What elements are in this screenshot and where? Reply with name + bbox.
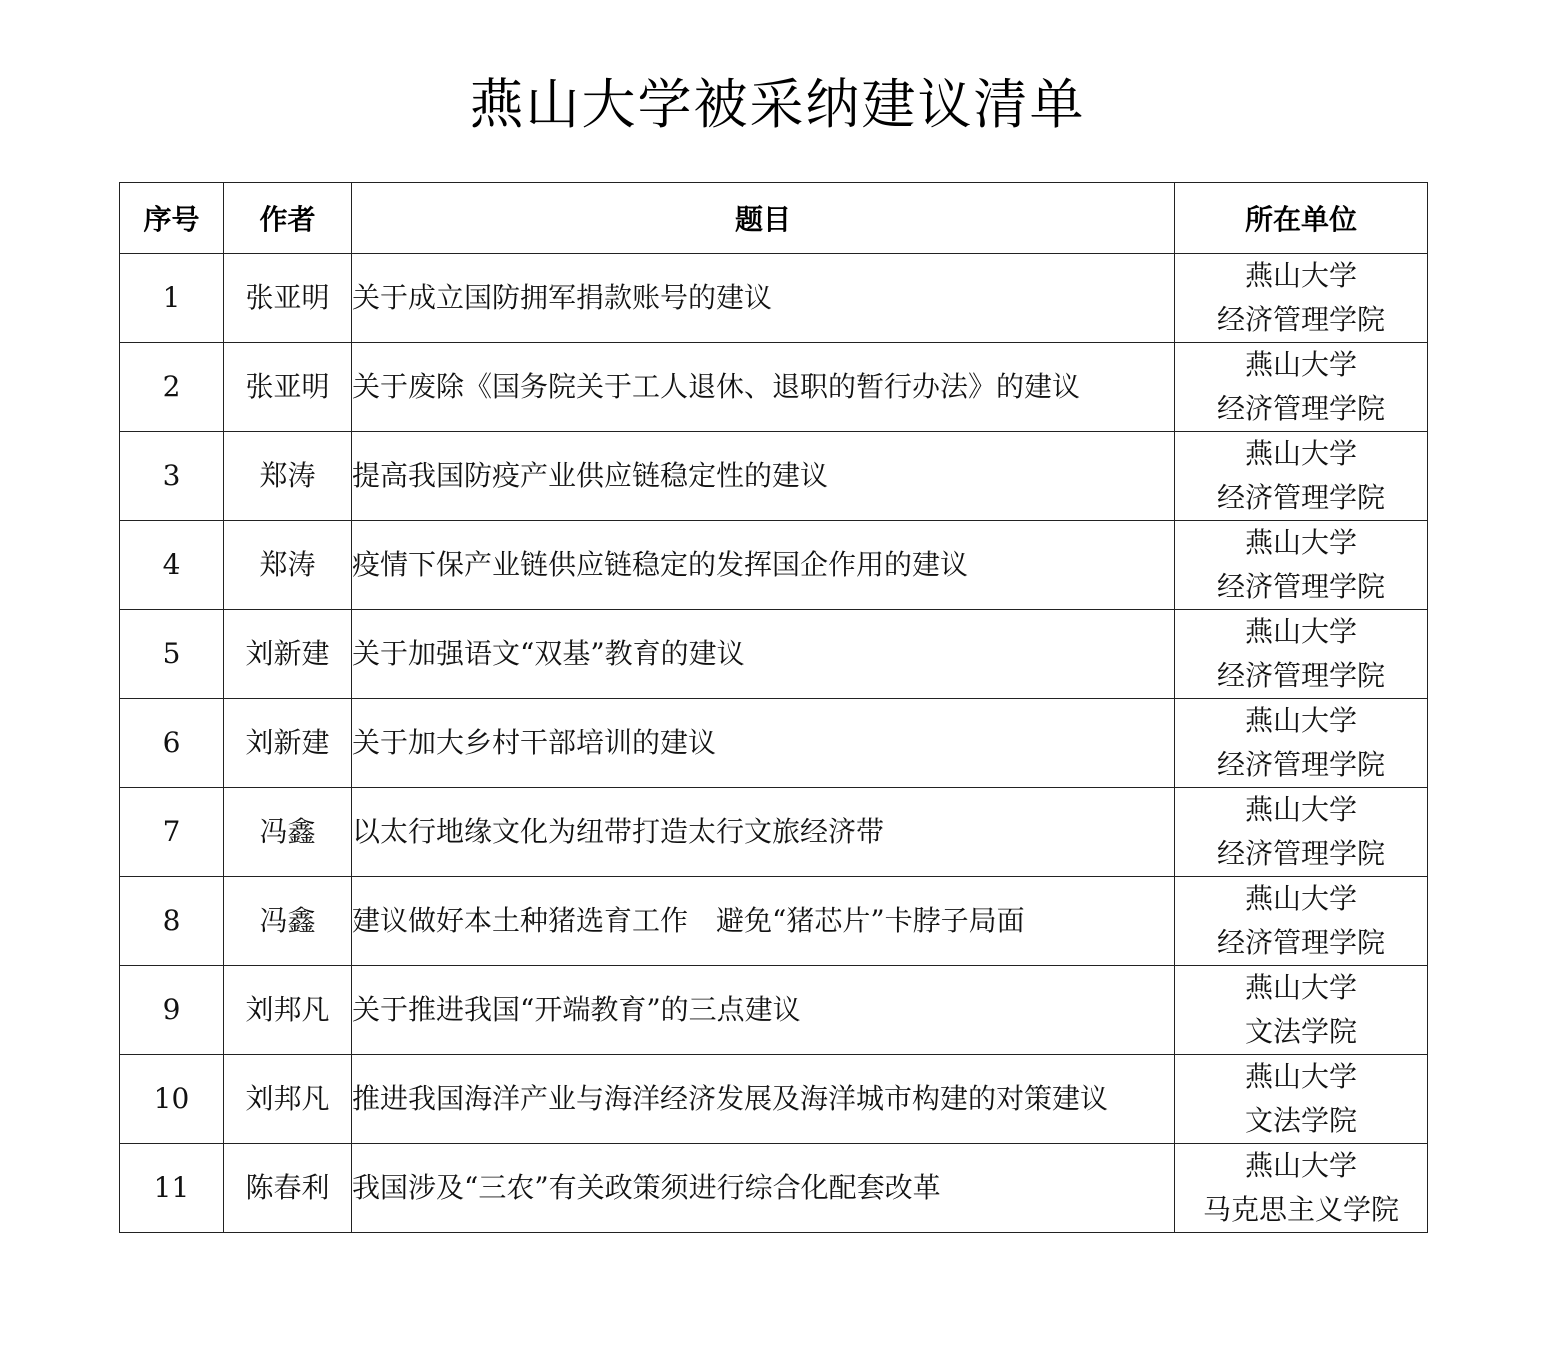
row-unit bbox=[1175, 877, 1428, 966]
row-number: 11 bbox=[120, 1144, 224, 1233]
row-title: 疫情下保产业链供应链稳定的发挥国企作用的建议 bbox=[352, 521, 1175, 610]
row-author: 刘新建 bbox=[224, 699, 352, 788]
row-author: 刘邦凡 bbox=[224, 1055, 352, 1144]
document-title: 燕山大学被采纳建议清单 bbox=[469, 73, 1086, 136]
row-unit bbox=[1175, 966, 1428, 1055]
unit-school: 文法学院 bbox=[1244, 1015, 1357, 1048]
row-title: 提高我国防疫产业供应链稳定性的建议 bbox=[352, 432, 1175, 521]
row-title: 关于成立国防拥军捐款账号的建议 bbox=[352, 254, 1175, 343]
unit-school: 经济管理学院 bbox=[1216, 481, 1385, 514]
unit-university: 燕山大学 bbox=[1244, 704, 1357, 737]
row-author: 陈春利 bbox=[224, 1144, 352, 1233]
row-author: 张亚明 bbox=[224, 343, 352, 432]
unit-university: 燕山大学 bbox=[1244, 437, 1357, 470]
table-row bbox=[120, 1144, 1428, 1233]
row-author: 冯鑫 bbox=[224, 788, 352, 877]
unit-university: 燕山大学 bbox=[1244, 526, 1357, 559]
header-num: 序号 bbox=[120, 183, 224, 254]
row-title: 关于加强语文“双基”教育的建议 bbox=[352, 610, 1175, 699]
row-title: 关于废除《国务院关于工人退休、退职的暂行办法》的建议 bbox=[352, 343, 1175, 432]
row-number: 3 bbox=[120, 432, 224, 521]
table-row bbox=[120, 877, 1428, 966]
unit-university: 燕山大学 bbox=[1244, 1060, 1357, 1093]
unit-university: 燕山大学 bbox=[1244, 348, 1357, 381]
row-number: 2 bbox=[120, 343, 224, 432]
row-number: 9 bbox=[120, 966, 224, 1055]
unit-school: 经济管理学院 bbox=[1216, 303, 1385, 336]
row-unit bbox=[1175, 432, 1428, 521]
row-title: 建议做好本土种猪选育工作 避免“猪芯片”卡脖子局面 bbox=[352, 877, 1175, 966]
header-unit: 所在单位 bbox=[1175, 183, 1428, 254]
row-author: 刘邦凡 bbox=[224, 966, 352, 1055]
table-row bbox=[120, 254, 1428, 343]
row-author: 郑涛 bbox=[224, 521, 352, 610]
unit-university: 燕山大学 bbox=[1244, 1149, 1357, 1182]
row-title: 关于推进我国“开端教育”的三点建议 bbox=[352, 966, 1175, 1055]
unit-university: 燕山大学 bbox=[1244, 793, 1357, 826]
suggestion-table bbox=[119, 182, 1428, 1233]
row-number: 6 bbox=[120, 699, 224, 788]
unit-university: 燕山大学 bbox=[1244, 259, 1357, 292]
unit-school: 经济管理学院 bbox=[1216, 659, 1385, 692]
header-author: 作者 bbox=[224, 183, 352, 254]
table-row bbox=[120, 788, 1428, 877]
row-author: 冯鑫 bbox=[224, 877, 352, 966]
table-row bbox=[120, 343, 1428, 432]
row-unit bbox=[1175, 699, 1428, 788]
row-number: 7 bbox=[120, 788, 224, 877]
row-number: 10 bbox=[120, 1055, 224, 1144]
row-number: 8 bbox=[120, 877, 224, 966]
unit-school: 经济管理学院 bbox=[1216, 570, 1385, 603]
table-row bbox=[120, 432, 1428, 521]
unit-school: 经济管理学院 bbox=[1216, 926, 1385, 959]
unit-school: 经济管理学院 bbox=[1216, 748, 1385, 781]
row-unit bbox=[1175, 610, 1428, 699]
row-unit bbox=[1175, 521, 1428, 610]
unit-school: 经济管理学院 bbox=[1216, 392, 1385, 425]
row-author: 郑涛 bbox=[224, 432, 352, 521]
unit-school: 马克思主义学院 bbox=[1202, 1193, 1399, 1226]
table-row bbox=[120, 966, 1428, 1055]
table-header-row bbox=[120, 183, 1428, 254]
unit-school: 经济管理学院 bbox=[1216, 837, 1385, 870]
row-title: 以太行地缘文化为纽带打造太行文旅经济带 bbox=[352, 788, 1175, 877]
row-number: 1 bbox=[120, 254, 224, 343]
row-unit bbox=[1175, 1055, 1428, 1144]
row-title: 我国涉及“三农”有关政策须进行综合化配套改革 bbox=[352, 1144, 1175, 1233]
table-row bbox=[120, 521, 1428, 610]
row-title: 推进我国海洋产业与海洋经济发展及海洋城市构建的对策建议 bbox=[352, 1055, 1175, 1144]
row-unit bbox=[1175, 343, 1428, 432]
header-title: 题目 bbox=[352, 183, 1175, 254]
unit-university: 燕山大学 bbox=[1244, 971, 1357, 1004]
row-number: 4 bbox=[120, 521, 224, 610]
table-row bbox=[120, 699, 1428, 788]
unit-school: 文法学院 bbox=[1244, 1104, 1357, 1137]
row-unit bbox=[1175, 254, 1428, 343]
table-row bbox=[120, 1055, 1428, 1144]
unit-university: 燕山大学 bbox=[1244, 615, 1357, 648]
row-unit bbox=[1175, 1144, 1428, 1233]
row-author: 张亚明 bbox=[224, 254, 352, 343]
unit-university: 燕山大学 bbox=[1244, 882, 1357, 915]
row-title: 关于加大乡村干部培训的建议 bbox=[352, 699, 1175, 788]
row-number: 5 bbox=[120, 610, 224, 699]
row-author: 刘新建 bbox=[224, 610, 352, 699]
table-row bbox=[120, 610, 1428, 699]
row-unit bbox=[1175, 788, 1428, 877]
